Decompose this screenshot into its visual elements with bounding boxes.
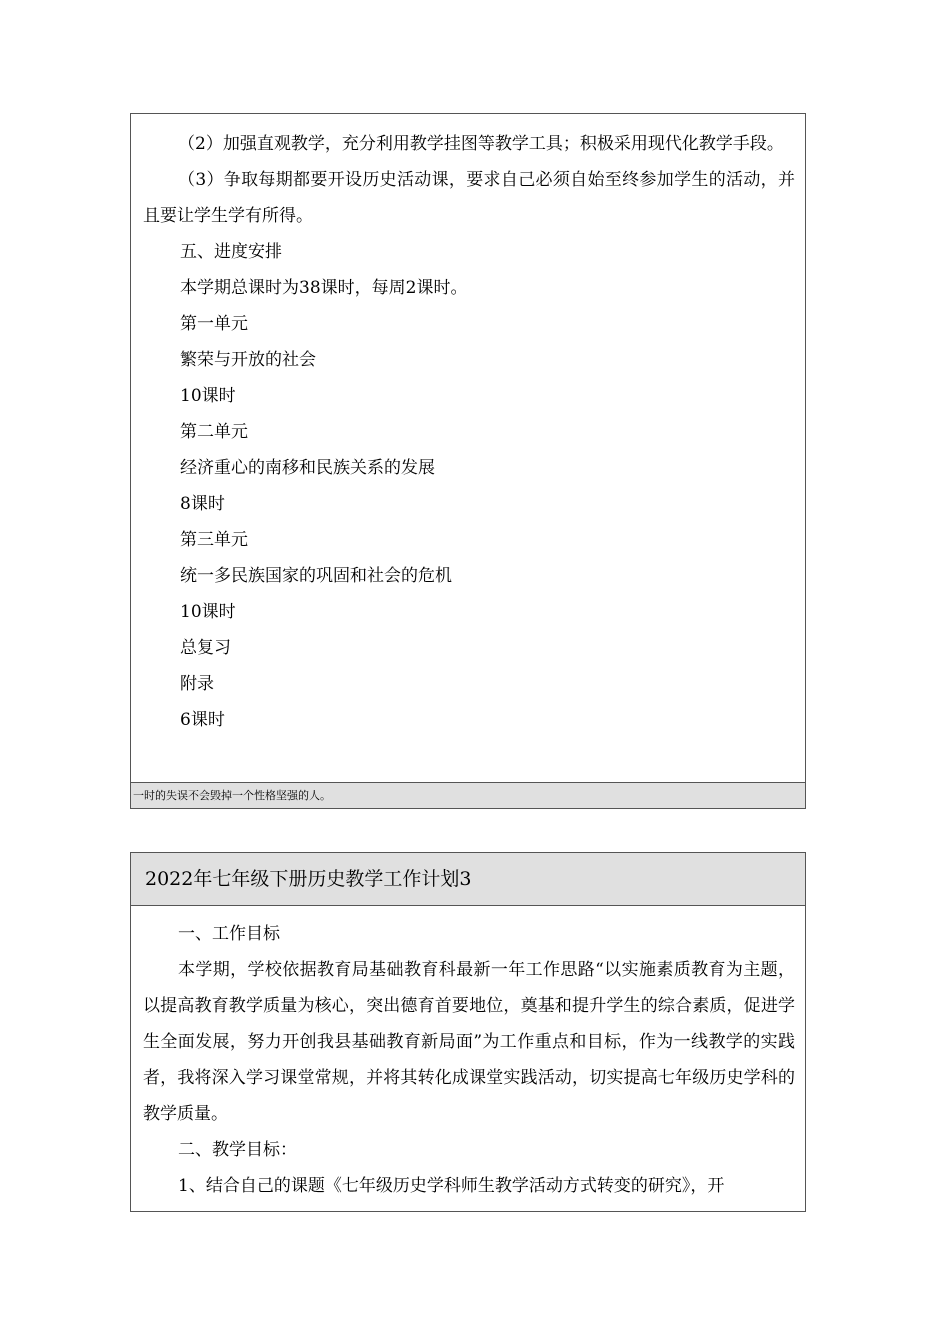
paragraph: 一、工作目标 bbox=[178, 924, 280, 944]
text-line: 附录 bbox=[180, 674, 214, 694]
text-line: 繁荣与开放的社会 bbox=[180, 350, 316, 370]
paragraph: （2）加强直观教学，充分利用教学挂图等教学工具；积极采用现代化教学手段。 bbox=[178, 134, 784, 154]
text-line: 经济重心的南移和民族关系的发展 bbox=[180, 458, 435, 478]
text-line: 本学期总课时为38课时，每周2课时。 bbox=[180, 278, 468, 298]
text-line: 第二单元 bbox=[180, 422, 248, 442]
section-content bbox=[131, 906, 805, 1204]
text-line: 10课时 bbox=[180, 602, 236, 622]
paragraph: 二、教学目标： bbox=[178, 1140, 297, 1160]
text-line: 五、进度安排 bbox=[180, 242, 282, 262]
text-line: 6课时 bbox=[180, 710, 225, 730]
section-title: 2022年七年级下册历史教学工作计划3 bbox=[131, 853, 805, 906]
plan-section-box bbox=[130, 113, 806, 809]
text-line: 8课时 bbox=[180, 494, 225, 514]
text-line: 统一多民族国家的巩固和社会的危机 bbox=[180, 566, 452, 586]
text-line: 10课时 bbox=[180, 386, 236, 406]
section-content bbox=[131, 114, 805, 738]
plan-section-box bbox=[130, 852, 806, 1212]
quote-footer: 一时的失误不会毁掉一个性格坚强的人。 bbox=[131, 782, 805, 808]
text-line: 第一单元 bbox=[180, 314, 248, 334]
paragraph: 1、结合自己的课题《七年级历史学科师生教学活动方式转变的研究》，开 bbox=[178, 1176, 725, 1196]
text-line: 总复习 bbox=[180, 638, 231, 658]
text-line: 第三单元 bbox=[180, 530, 248, 550]
paragraph: 本学期，学校依据教育局基础教育科最新一年工作思路“以实施素质教育为主题，以提高教育教学质量为核心，突出德育首要地位，奠基和提升学生的综合素质，促进学生全面发展，努力开创我县基础教育新局面”为工作重点和目标，作为一线教学的实践者，我将深入学习课堂常规，并将其转化成课堂实践活动，切实提高七年级历史学科的教学质量。 bbox=[143, 960, 795, 1124]
paragraph: （3）争取每期都要开设历史活动课，要求自己必须自始至终参加学生的活动，并且要让学生学有所得。 bbox=[143, 170, 795, 226]
